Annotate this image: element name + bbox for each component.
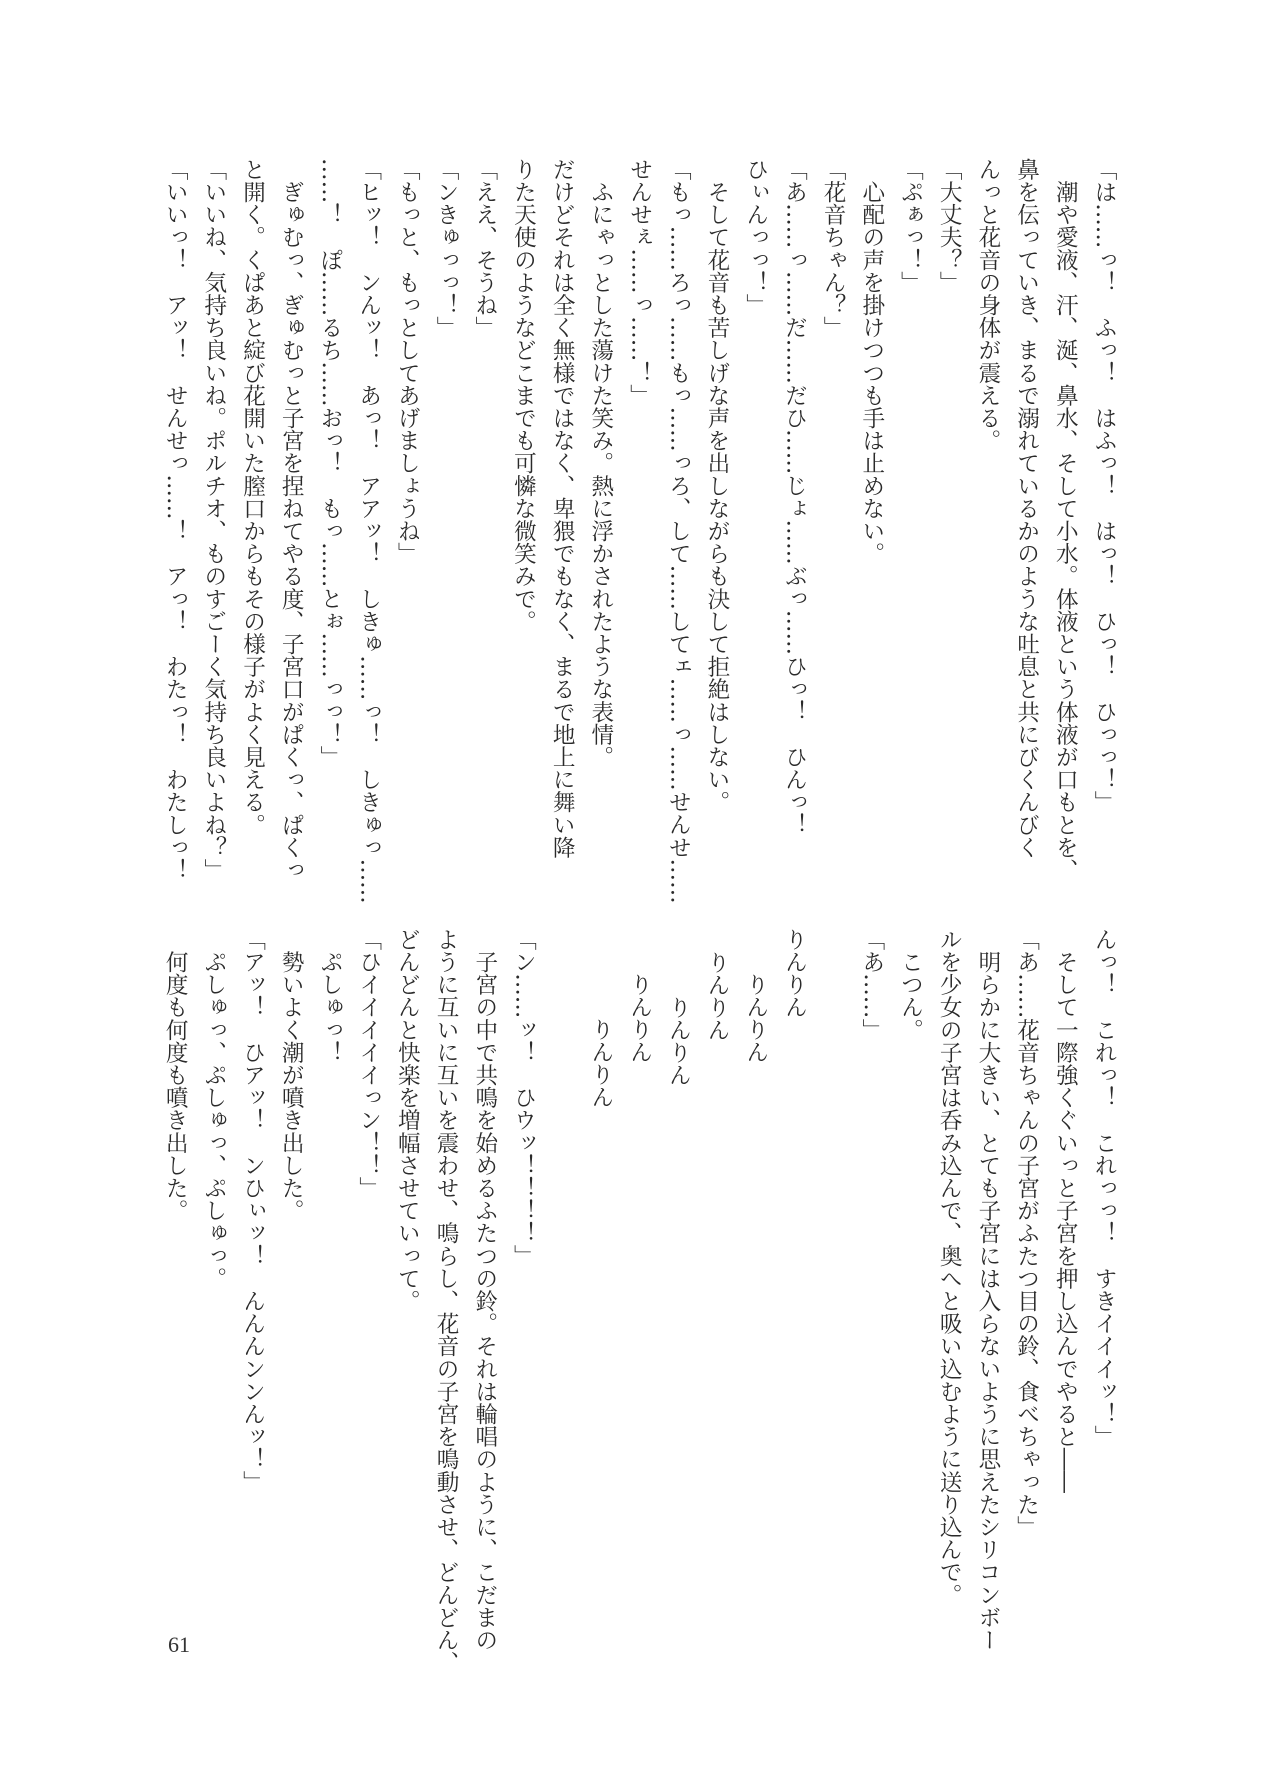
text-line: ルを少女の子宮は呑み込んで、奥へと吸い込むように送り込んで。 [936,928,963,1606]
text-line: だけどそれは全く無様ではなく、卑猥でもなく、まるで地上に舞い降 [549,158,576,859]
text-line: りんりん [781,928,808,1019]
text-line: りんりん [665,995,692,1087]
text-line: 潮や愛液、汗、涎、鼻水、そして小水。体液という体液が口もとを、 [1052,158,1079,882]
text-line: りんりん [587,1018,614,1109]
text-line: こつん。 [897,928,924,1041]
text-line: 「あ……花音ちゃんの子宮がふたつ目の鈴、食べちゃった」 [1013,928,1040,1539]
text-block-bottom [155,928,1123,1674]
text-line: りんりん [742,973,769,1064]
blank-line [542,928,581,1648]
text-line: 何度も何度も噴き出した。 [162,928,189,1222]
page-number: 61 [168,1632,190,1657]
text-line: んっと花音の身体が震える。 [974,158,1001,452]
text-line: 「ン……ッ！ ひウッ！！！！」 [510,928,537,1267]
text-line: ……！ ぽ……るち……おっ！ もっ……とぉ……っっ！」 [316,158,343,769]
text-line: そして一際強くぐいっと子宮を押し込んでやると―― [1052,928,1079,1493]
text-line: 「ひイイイイイっン！！」 [355,928,382,1200]
text-line: 「いいね、気持ち良いね。ポルチオ、ものすごーく気持ち良いよね？」 [200,158,227,882]
text-line: どんどんと快楽を増幅させていって。 [394,928,421,1313]
text-line: 「ええ、そうね」 [471,158,498,339]
text-line: 「あ……」 [858,928,885,1041]
text-line: んっ！ これっ！ これっっ！ すきイイイッ！」 [1091,928,1117,1448]
text-block-top [155,158,1123,904]
text-line: と開く。くぱあと綻び花開いた膣口からもその様子がよく見える。 [239,158,266,836]
text-line: ふにゃっとした蕩けた笑み。熱に浮かされたような表情。 [587,158,614,769]
text-line: 「ンきゅっっ！」 [433,158,460,339]
text-line: 「大丈夫？」 [936,158,963,294]
text-line: りんりん [626,973,653,1064]
text-line: 勢いよく潮が噴き出した。 [278,928,305,1222]
text-line: ひぃんっっ！」 [742,158,769,317]
text-line: ように互いに互いを震わせ、鳴らし、花音の子宮を鳴動させ、どんどん、 [433,928,460,1674]
text-line: りんりん [703,950,730,1041]
text-line: 「は……っ！ ふっ！ はふっ！ はっ！ ひっ！ ひっっ！」 [1091,158,1117,814]
text-line: 「あ……っ……だ……だひ……じょ……ぶっ……ひっ！ ひんっ！ [781,158,808,836]
text-line: 「花音ちゃん？」 [820,158,847,339]
text-line: 子宮の中で共鳴を始めるふたつの鈴。それは輪唱のように、こだまの [471,928,498,1652]
text-line: ぎゅむっ、ぎゅむっと子宮を捏ねてやる度、子宮口がぱくっ、ぱくっ [278,158,305,882]
text-line: 「もっと、もっとしてあげましょうね」 [394,158,421,565]
text-line: ぷしゅっ！ [316,928,343,1064]
text-line: 「ぷぁっ！」 [897,158,924,294]
text-line: 「アッ！ ひアッ！ ンひぃッ！ んんんンンんッ！」 [239,928,266,1493]
text-line: 「ヒッ！ ンんッ！ あっ！ アアッ！ しきゅ……っ！ しきゅっ…… [355,158,382,904]
text-line: りた天使のようなどこまでも可憐な微笑みで。 [510,158,537,633]
text-line: せんせぇ……っ……！」 [626,158,653,407]
text-line: 「もっ……ろっ……もっ……っろ、して……してェ……っ……せんせ…… [665,158,692,904]
text-line: そして花音も苦しげな声を出しながらも決して拒絶はしない。 [703,158,730,814]
text-line: ぷしゅっ、ぷしゅっ、ぷしゅっ。 [200,928,227,1290]
text-line: 心配の声を掛けつつも手は止めない。 [858,158,885,565]
blank-line [813,928,852,1648]
text-line: 鼻を伝っていき、まるで溺れているかのような吐息と共にびくんびく [1013,158,1040,859]
text-line: 明らかに大きい、とても子宮には入らないように思えたシリコンボー [974,928,1001,1652]
text-line: 「いいっ！ アッ！ せんせっ……！ アっ！ わたっ！ わたしっ！ [162,158,189,882]
